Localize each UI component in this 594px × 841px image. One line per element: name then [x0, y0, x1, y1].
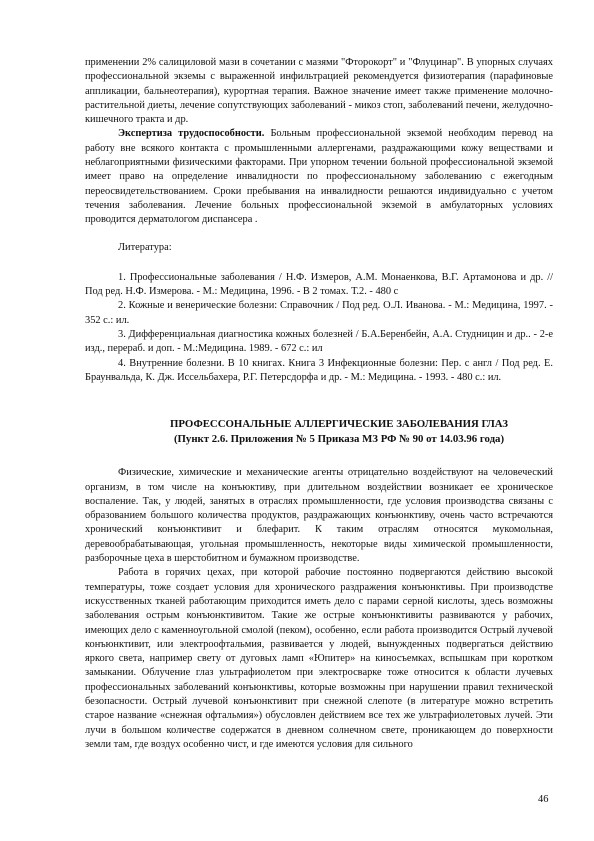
reference-item: 2. Кожные и венерические болезни: Справочник / Под ред. О.Л. Иванова. - М.: Медицина, 1997. - 352 с.: ил.	[85, 300, 553, 326]
body-paragraph-2: Работа в горячих цехах, при которой рабочие постоянно подвергаются действию высокой температуры, тоже создает условия для хронического раздражения конъюнктивы. При производстве искусственных тканей работающим приходится иметь дело с парами серной кислоты, здесь возможны заболевания острым конъюнктивитом. Такие же острые конъюнктивиты развиваются у рабочих, имеющих дело с каменноугольной смолой (пеком), особенно, если работа производится Острый лучевой конъюнктивит, или электроофтальмия, развивается у людей, вынужденных подвергаться действию яркого света, например свету от дуговых ламп «Юпитер» на киносъемках, вспышкам при коротком замыкании. Облучение глаз ультрафиолетом при электросварке тоже относится к области лучевых профессиональных заболеваний конъюнктивы, которые возможны при нарушении правил технической безопасности. Острый лучевой конъюнктивит при снежной слепоте (в литературе можно встретить старое название «снежная офтальмия») обусловлен действием все тех же ультрафиолетовых лучей. Эти лучи в большом количестве содержатся в дневном солнечном свете, проникающем до поверхности земли там, где воздух особенно чист, и где имеются условия для сильного	[85, 567, 553, 750]
literature-label: Литература:	[118, 241, 172, 253]
body-paragraph-1: Физические, химические и механические агенты отрицательно воздействуют на человеческий организм, в том числе на конъюктиву, при длительном воздействии возникает ее хроническое воспаление. Так, у людей, занятых в отраслях промышленности, где условия производства связаны с образованием большого количества продуктов, раздражающих конъюнктиву, очень часто встречаются хронический конъюнктивит и блефарит. К таким отраслям относятся мукомольная, деревообрабатывающая, угольная промышленность, некоторые виды химической промышленности, разборочные цеха в шерстобитном и бумажном производстве.	[85, 467, 553, 565]
page-number: 46	[538, 794, 549, 805]
reference-item: 1. Профессиональные заболевания / Н.Ф. Измеров, А.М. Монаенкова, В.Г. Артамонова и др. // Под ред. Н.Ф. Измерова. - М.: Медицина, 1996. - В 2 томах. Т.2. - 480 с	[85, 271, 553, 298]
section-subtitle: (Пункт 2.6. Приложения № 5 Приказа МЗ РФ № 90 от 14.03.96 года)	[173, 433, 505, 446]
reference-item: 3. Дифференциальная диагностика кожных болезней / Б.А.Беренбейн, А.А. Студницин и др.. - 2-е изд., перераб. и доп. - М.:Медицина. 1989. - 672 с.: ил	[85, 329, 553, 355]
expertise-heading: Экспертиза трудоспособности.	[118, 128, 265, 140]
intro-paragraph: применении 2% салициловой мази в сочетании с мазями "Фторокорт" и "Флуцинар". В упорных случаях профессиональной экземы с выраженной инфильтрацией рекомендуется физиотерапия (парафиновые аппликации, бальнеотерапия), курортная терапия. Важное значение имеет также применение молочно-растительной диеты, лечение сопутствующих заболеваний - микоз стоп, заболеваний печени, желудочно-кишечного тракта и др.	[85, 57, 553, 126]
expertise-text: Больным профессиональной экземой необходим перевод на работу вне всякого контакта с промышленными аллергенами, раздражающими кожу веществами и неблагоприятными физическими факторами. При упорном течении больной профессиональной экземой имеет право на определение инвалидности по профессиональному заболеванию с ежегодным переосвидетельствованием. Сроки пребывания на инвалидности решаются индивидуально с учетом течения заболевания. Лечение больных профессиональной экземой в амбулаторных условиях проводится дерматологом диспансера .	[85, 128, 553, 226]
page-content	[85, 56, 553, 752]
expertise-paragraph	[85, 127, 553, 227]
reference-item: 4. Внутренние болезни. В 10 книгах. Книга 3 Инфекционные болезни: Пер. с англ / Под ред. Е. Браунвальда, К. Дж. Иссельбахера, Р.Г. Петерсдорфа и др. - М.: Медицина. - 1993. - 480 с.: ил.	[85, 357, 553, 383]
section-title: ПРОФЕССОНАЛЬНЫЕ АЛЛЕРГИЧЕСКИЕ ЗАБОЛЕВАНИЯ ГЛАЗ	[170, 418, 508, 431]
